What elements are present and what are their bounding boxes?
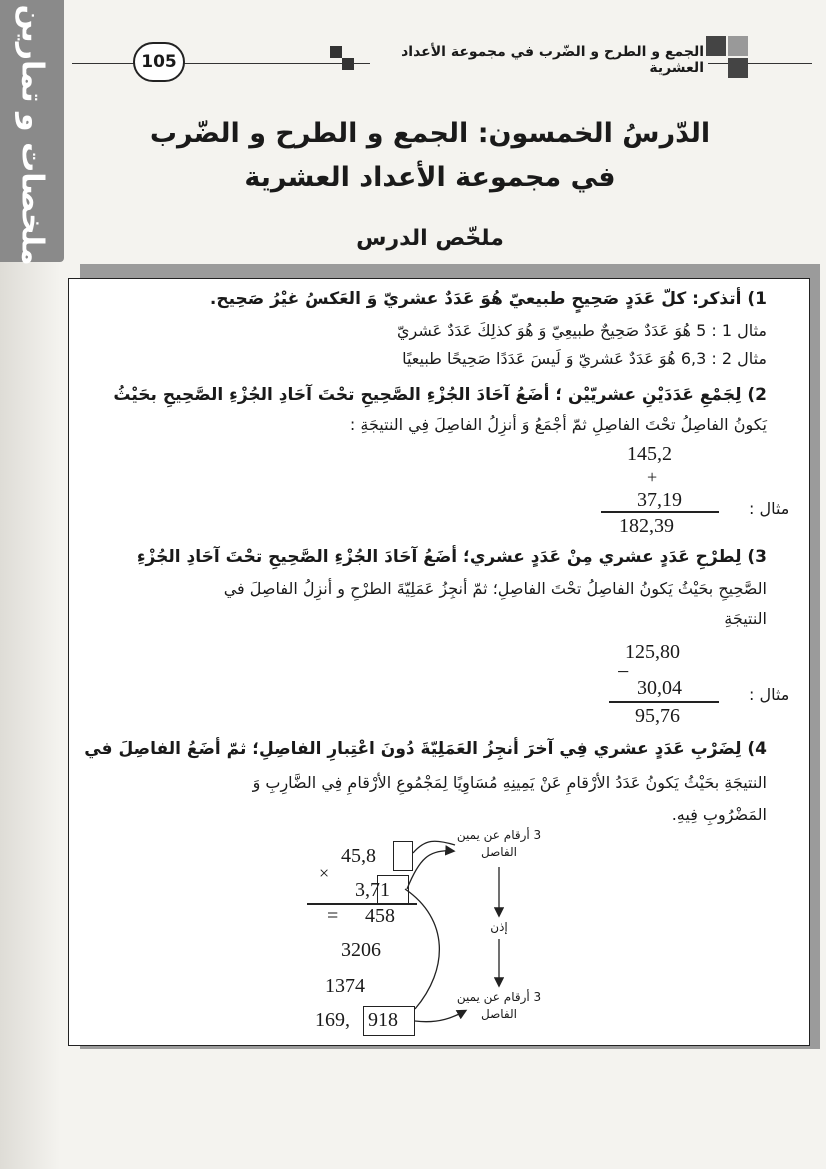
subtraction-example-label: مثال : [749,685,790,704]
product-integer-part: 169, [315,1009,350,1031]
addition-example-label: مثال : [749,499,790,518]
lesson-subtitle: في مجموعة الأعداد العشرية [244,162,616,193]
partial-product-3: 1374 [325,975,365,997]
rule-3-line2: الصَّحِيحِ بحَيْثُ يَكونُ الفاصِلُ تحْتَ الفاصِلِ؛ ثمّ أنجِزُ عَمَلِيّةَ الطرْحِ و أنزِلُ الفاصِلَ في [223,579,767,598]
arrow-to-note-bottom [415,1011,465,1022]
rule-4-line1: 4) لِضَرْبِ عَدَدٍ عشري فِي آخرَ أنجِزُ العَمَلِيّةَ دُونَ اعْتِبارِ الفاصِلِ؛ ثمّ أضَعُ الفاصِلَ في [84,739,767,759]
rule-3-line1: 3) لِطرْحِ عَدَدٍ عشري مِنْ عَدَدٍ عشري؛ أضَعُ آحَادَ الجُزْءِ الصَّحِيحِ تحْتَ آحَادِ الجُزْءِ [136,547,767,567]
rule-2-line1: 2) لِجَمْعِ عَدَدَيْنِ عشريّيْن ؛ أضَعُ آحَادَ الجُزْءِ الصَّحِيحِ تحْتَ آحَادِ الجُزْءِ الصَّحِيحِ بحَيْثُ [113,385,767,405]
product-decimal-part: 918 [368,1009,398,1031]
addend-2: 37,19 [637,489,682,511]
lesson-title: الدّرسُ الخمسون: الجمع و الطرح و الضّرب [149,118,711,149]
note-therefore: إذن [490,920,508,934]
rule-4-line3: المَضْرُوبِ فِيهِ. [671,805,767,824]
rule-4-line2: النتيجَةِ بحَيْثُ يَكونُ عَدَدُ الأرْقامِ عَنْ يَمِينِهِ مُسَاوِيًا لِمَجْمُوعِ الأرْقامِ فِي الضَّارِبِ وَ [252,773,767,792]
rule-2-line2: يَكونُ الفاصِلُ تحْتَ الفاصِلِ ثمّ أجْمَعُ وَ أنزِلُ الفاصِلَ فِي النتيجَةِ : [349,415,767,434]
header-square-icon [330,46,342,58]
page-number: 105 [133,42,185,82]
example-2: مثال 2 : 6,3 هُوَ عَدَدٌ عَشريّ وَ لَيسَ عَدَدًا صَحِيحًا طبيعيًا [402,349,767,368]
multiplicand: 45,8 [341,845,376,867]
note-digits-right-bottom: 3 أرقام عن يمين الفاصل [456,990,542,1021]
addend-1: 145,2 [627,443,672,465]
times-sign: × [319,863,330,883]
rule-3-line3: النتيجَةِ [724,609,767,628]
addition-result: 182,39 [619,515,674,537]
arrow-to-note-top [407,851,453,889]
minus-sign: − [617,659,630,684]
minuend: 125,80 [625,641,680,663]
subtraction-result: 95,76 [635,705,680,727]
multiplier: 3,71 [355,879,390,901]
multiplication-arrows [69,279,809,1045]
partial-product-1: 458 [365,905,395,927]
summary-heading: ملخّص الدرس [356,226,504,251]
note-digits-right-top: 3 أرقام عن يمين الفاصل [456,828,542,859]
summary-box [68,278,810,1046]
running-title: الجمع و الطرح و الضّرب في مجموعة الأعداد العشرية [370,44,708,76]
plus-sign: + [647,467,658,487]
rule-1: 1) أتذكر: كلّ عَدَدٍ صَحِيحٍ طبيعيّ هُوَ عَدَدٌ عشريّ وَ العَكسُ غيْرُ صَحِيح. [209,289,767,309]
arrow-curve-long [405,889,439,1009]
partial-product-2: 3206 [341,939,381,961]
subtrahend: 30,04 [637,677,682,699]
page-edge-shadow [0,262,60,1169]
example-1: مثال 1 : 5 هُوَ عَدَدٌ صَحِيحٌ طبيعِيّ وَ هُوَ كذلِكَ عَدَدٌ عَشريّ [396,321,767,340]
equals-sign: = [327,905,339,927]
header-logo-icon [706,36,750,80]
chapter-side-tab [0,0,64,266]
header-square-icon [342,58,354,70]
side-tab-label: ملخصات و تمارين [14,4,50,266]
